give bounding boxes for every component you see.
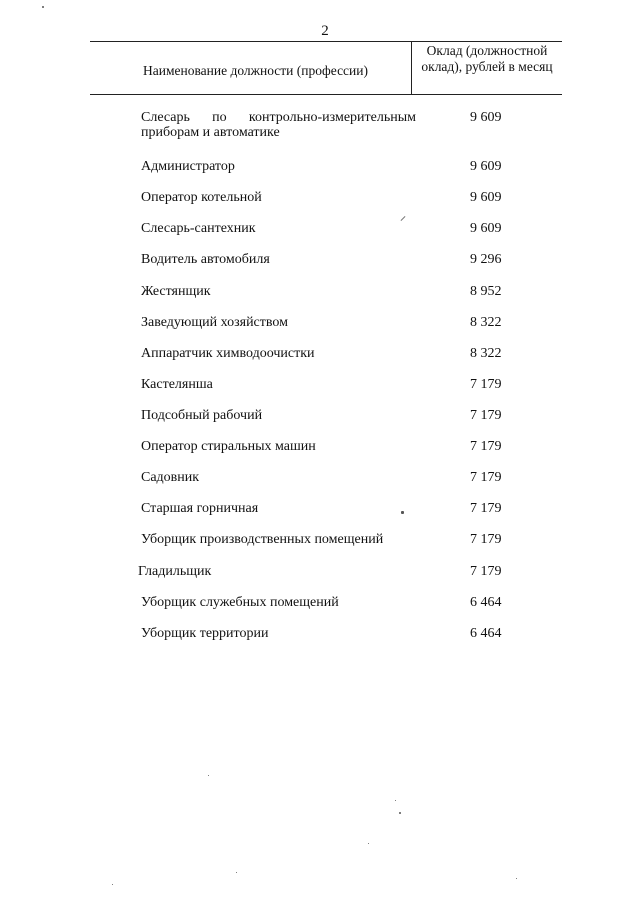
position-name: Уборщик служебных помещений	[141, 595, 339, 610]
position-name: Уборщик производственных помещений	[141, 532, 384, 547]
salary-value: 7 179	[470, 532, 502, 547]
salary-value: 9 609	[470, 221, 502, 236]
header-label-salary: Оклад (должностной оклад), рублей в месяц	[421, 43, 553, 74]
position-name: Администратор	[141, 159, 235, 174]
header-cell-position	[90, 42, 412, 95]
position-name: Гладильщик	[138, 564, 212, 579]
salary-value: 8 952	[470, 284, 502, 299]
salary-value: 9 609	[470, 190, 502, 205]
table-header	[90, 41, 562, 95]
scan-speck	[395, 800, 396, 801]
scan-speck	[368, 843, 369, 844]
position-name: Оператор стиральных машин	[141, 439, 316, 454]
salary-value: 7 179	[470, 377, 502, 392]
salary-value: 8 322	[470, 346, 502, 361]
position-name: Подсобный рабочий	[141, 408, 263, 423]
position-name: Старшая горничная	[141, 501, 259, 516]
salary-value: 7 179	[470, 439, 502, 454]
position-name: Аппаратчик химводоочистки	[141, 346, 315, 361]
salary-value: 6 464	[470, 626, 502, 641]
position-name: Заведующий хозяйством	[141, 315, 288, 330]
scan-speck	[112, 884, 113, 885]
salary-value: 7 179	[470, 501, 502, 516]
position-name: Слесарь по контрольно-измерительным приборам и автоматике	[141, 110, 416, 140]
position-name: Жестянщик	[141, 284, 211, 299]
salary-value: 9 609	[470, 159, 502, 174]
scan-speck	[42, 6, 44, 8]
salary-value: 9 296	[470, 252, 502, 267]
position-name: Водитель автомобиля	[141, 252, 270, 267]
position-name: Уборщик территории	[141, 626, 269, 641]
salary-value: 6 464	[470, 595, 502, 610]
salary-value: 7 179	[470, 470, 502, 485]
position-name: Оператор котельной	[141, 190, 262, 205]
position-name: Слесарь-сантехник	[141, 221, 256, 236]
salary-value: 7 179	[470, 408, 502, 423]
header-label-position: Наименование должности (профессии)	[142, 63, 368, 78]
page-number: 2	[321, 23, 329, 39]
header-cell-salary	[412, 42, 562, 95]
scan-speck	[399, 812, 401, 814]
salary-value: 9 609	[470, 110, 502, 125]
position-name: Кастелянша	[141, 377, 213, 392]
scan-speck	[516, 878, 517, 879]
position-name: Садовник	[141, 470, 200, 485]
scan-speck	[208, 775, 209, 776]
salary-value: 8 322	[470, 315, 502, 330]
scan-speck	[236, 872, 237, 873]
salary-value: 7 179	[470, 564, 502, 579]
scan-speck	[401, 511, 404, 514]
